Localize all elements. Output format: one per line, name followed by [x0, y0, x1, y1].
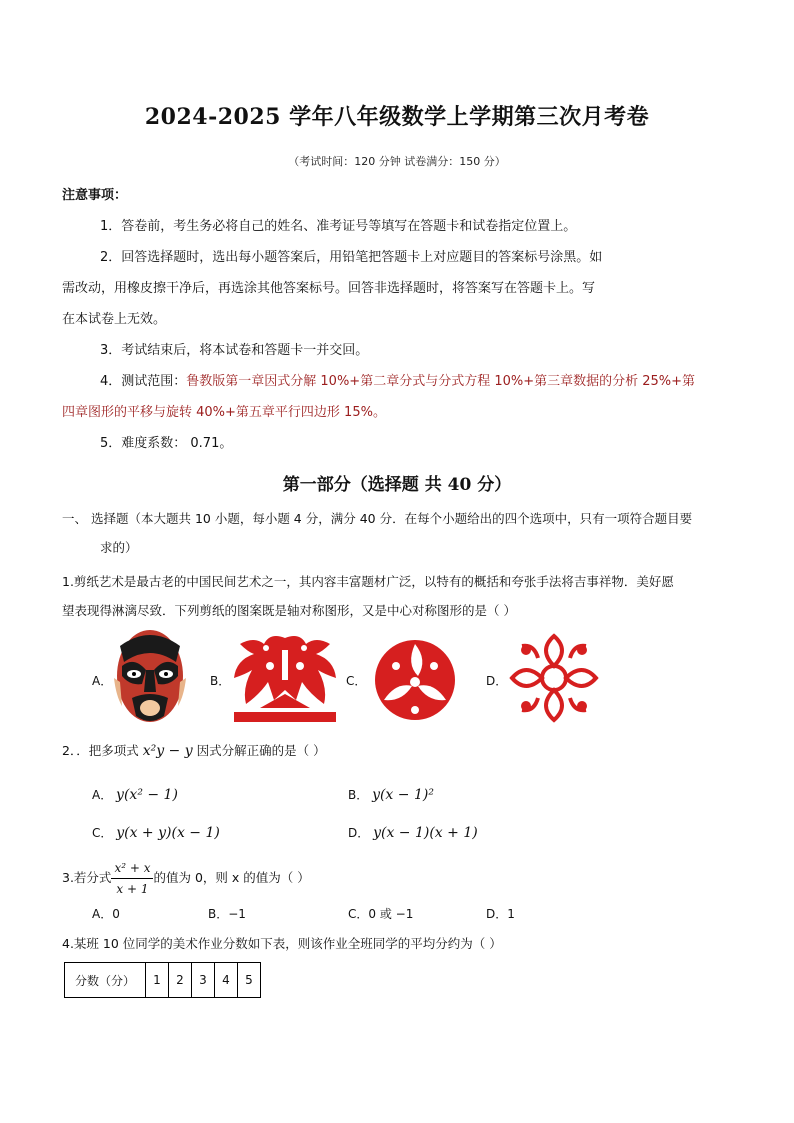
- note-item-2-line-1: 2．回答选择题时，选出每小题答案后，用铅笔把答题卡上对应题目的答案标号涂黑。如: [100, 250, 603, 265]
- q1-option-a-label: A．: [92, 674, 113, 688]
- score-cell: 4: [215, 963, 238, 998]
- q3-stem-suffix: 的值为 0，则 x 的值为（ ）: [153, 870, 310, 885]
- q3-option-b: B．−1: [208, 907, 246, 921]
- section-instructions-line-2: 求的）: [100, 540, 138, 555]
- q3-fraction-denominator: x + 1: [116, 881, 149, 896]
- paper-cut-rabbits-image: [366, 630, 464, 726]
- q2-option-b-expr: y(x − 1)²: [372, 787, 434, 803]
- part-one-heading: 第一部分（选择题 共 40 分）: [282, 475, 512, 495]
- notes-heading: 注意事项：: [62, 188, 128, 203]
- score-table-header: 分数（分）: [65, 963, 146, 998]
- note-item-4-line-1: [100, 372, 695, 392]
- note-item-1: 1．答卷前，考生务必将自己的姓名、准考证号等填写在答题卡和试卷指定位置上。: [100, 219, 577, 234]
- note-item-4-prefix: 4．测试范围：: [100, 374, 187, 389]
- q2-stem-suffix: 因式分解正确的是（ ）: [192, 743, 326, 758]
- q2-stem-prefix: 2．．把多项式: [62, 743, 143, 758]
- q2-option-b: B． y(x − 1)²: [348, 787, 434, 803]
- section-instructions-line-1: 一、 选择题（本大题共 10 小题，每小题 4 分，满分 40 分．在每个小题给出的四个选项中，只有一项符合题目要: [62, 511, 693, 526]
- score-cell: 5: [238, 963, 261, 998]
- q2-option-d-expr: y(x − 1)(x + 1): [373, 825, 478, 841]
- score-cell: 1: [146, 963, 169, 998]
- q2-option-d: D． y(x − 1)(x + 1): [348, 825, 478, 841]
- q2-option-a: A． y(x² − 1): [92, 787, 178, 803]
- paper-cut-birds-image: [230, 630, 340, 726]
- q3-option-c: C．0 或 −1: [348, 907, 414, 921]
- paper-cut-fish-pattern-image: [508, 630, 600, 726]
- note-item-2-line-2: 需改动，用橡皮擦干净后，再选涂其他答案标号。回答非选择题时，将答案写在答题卡上。写: [62, 281, 596, 296]
- test-scope-text: 鲁教版第一章因式分解 10%+第二章分式与分式方程 10%+第三章数据的分析 25%+第: [186, 374, 696, 389]
- note-item-3: 3．考试结束后，将本试卷和答题卡一并交回。: [100, 343, 369, 358]
- q1-option-c-label: C．: [346, 674, 367, 688]
- exam-subtitle: （考试时间：120 分钟 试卷满分：150 分）: [288, 155, 506, 168]
- exam-title: 2024-2025 学年八年级数学上学期第三次月考卷: [144, 104, 650, 130]
- question-3-stem: [62, 858, 310, 898]
- score-cell: 2: [169, 963, 192, 998]
- note-item-5: 5．难度系数： 0.71。: [100, 436, 233, 451]
- q2-option-c: C． y(x + y)(x − 1): [92, 825, 220, 841]
- q3-option-a: A．0: [92, 907, 120, 921]
- note-item-4-line-2: 四章图形的平移与旋转 40%+第五章平行四边形 15%。: [62, 405, 386, 420]
- opera-mask-image: [112, 626, 188, 728]
- q3-fraction: [111, 858, 153, 899]
- q1-option-d-label: D．: [486, 674, 508, 688]
- question-4-stem: 4.某班 10 位同学的美术作业分数如下表，则该作业全班同学的平均分约为（ ）: [62, 936, 502, 951]
- question-2-stem: [62, 741, 326, 761]
- question-1-line-1: 1.剪纸艺术是最古老的中国民间艺术之一，其内容丰富题材广泛，以特有的概括和夸张手法将吉事祥物．美好愿: [62, 574, 674, 589]
- q3-option-d: D．1: [486, 907, 515, 921]
- note-item-2-line-3: 在本试卷上无效。: [62, 312, 167, 327]
- score-cell: 3: [192, 963, 215, 998]
- q2-option-c-expr: y(x + y)(x − 1): [116, 825, 220, 841]
- q3-fraction-numerator: x² + x: [111, 858, 153, 879]
- score-table-row: [65, 963, 261, 998]
- q2-option-a-expr: y(x² − 1): [116, 787, 178, 803]
- question-1-line-2: 望表现得淋漓尽致．下列剪纸的图案既是轴对称图形，又是中心对称图形的是（ ）: [62, 603, 516, 618]
- score-table: [64, 962, 261, 998]
- q2-polynomial: x²y − y: [142, 743, 193, 759]
- q1-option-b-label: B．: [210, 674, 231, 688]
- q3-stem-prefix: 3.若分式: [62, 870, 112, 885]
